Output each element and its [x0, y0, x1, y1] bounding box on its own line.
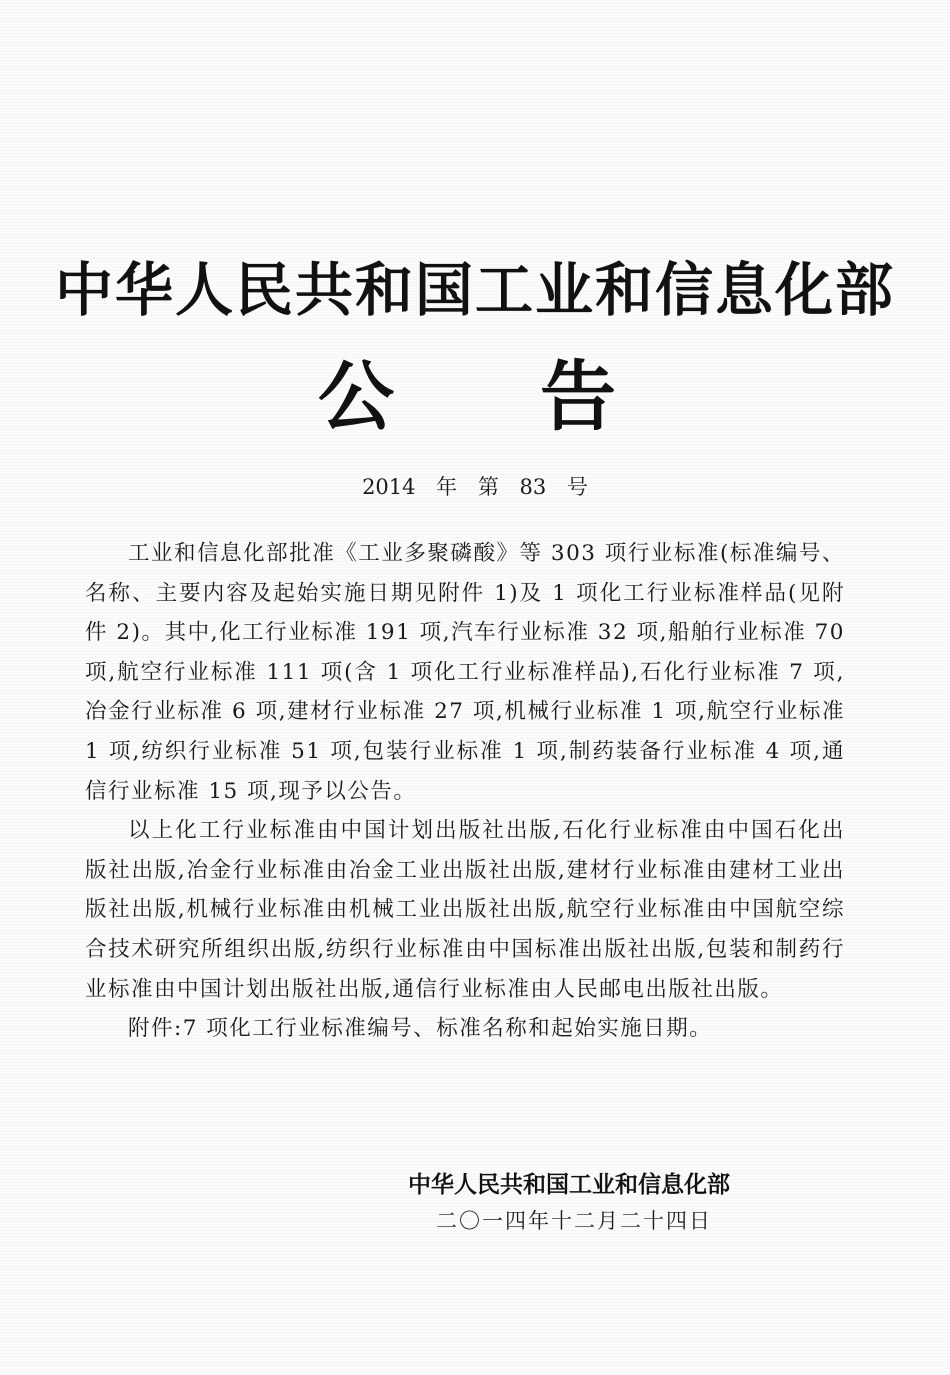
signature-org: 中华人民共和国工业和信息化部 [408, 1172, 730, 1198]
ministry-title: 中华人民共和国工业和信息化部 [54, 256, 895, 324]
notice-title-char-2: 告 [540, 352, 616, 441]
notice-title [0, 352, 950, 442]
attachment-note: 附件:7 项化工行业标准编号、标准名称和起始实施日期。 [128, 1016, 713, 1042]
body-paragraph: 工业和信息化部批准《工业多聚磷酸》等 303 项行业标准(标准编号、名称、主要内容及起始实施日期见附件 1)及 1 项化工行业标准样品(见附件 2)。其中,化工行业标准 191 项,汽车行业标准 32 项,船舶行业标准 70 项,航空行业标准 111 项(含 1 项化工行业标准样品),石化行业标准 7 项,冶金行业标准 6 项,建材行业标准 27 项,机械行业标准 1 项,航空行业标准 1 项,纺织行业标准 51 项,包装行业标准 1 项,制药装备行业标准 4 项,通信行业标准 15 项,现予以公告。 [85, 541, 845, 804]
signature-date: 二〇一四年十二月二十四日 [436, 1209, 712, 1233]
signature-block [408, 1166, 808, 1238]
announcement-body [85, 534, 845, 1049]
issue-number: 2014 年 第 83 号 [362, 475, 588, 499]
notice-title-char-1: 公 [318, 352, 394, 441]
body-paragraph: 以上化工行业标准由中国计划出版社出版,石化行业标准由中国石化出版社出版,冶金行业标准由冶金工业出版社出版,建材行业标准由建材工业出版社出版,机械行业标准由机械工业出版社出版,航空行业标准由中国航空综合技术研究所组织出版,纺织行业标准由中国标准出版社出版,包装和制药行业标准由中国计划出版社出版,通信行业标准由人民邮电出版社出版。 [85, 818, 845, 1002]
